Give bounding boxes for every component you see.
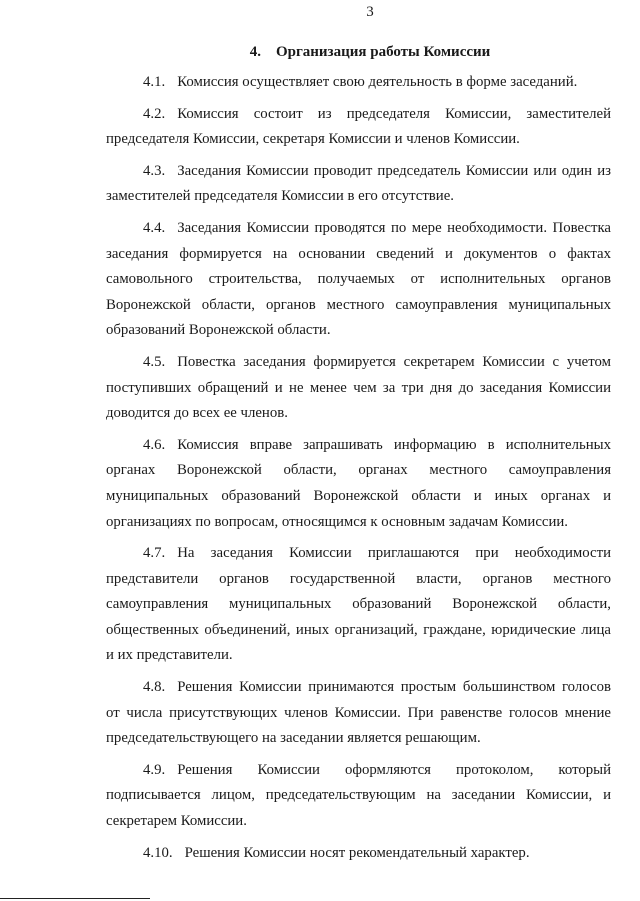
paragraph-number: 4.8. <box>143 679 166 696</box>
paragraph-4-2 <box>106 102 611 153</box>
section-body <box>106 70 611 872</box>
paragraph-4-4 <box>106 216 611 344</box>
paragraph-4-3 <box>106 159 611 210</box>
paragraph-text: Комиссия осуществляет свою деятельность в форме заседаний. <box>177 74 578 90</box>
section-title <box>0 44 640 61</box>
paragraph-text: Комиссия состоит из председателя Комиссии, заместителей председателя Комиссии, секретаря Комиссии и членов Комиссии. <box>106 105 611 148</box>
section-number: 4. <box>249 44 261 60</box>
paragraph-4-8 <box>106 675 611 752</box>
paragraph-4-1 <box>106 70 611 96</box>
footnote-divider <box>0 898 150 899</box>
paragraph-number: 4.9. <box>143 761 166 778</box>
paragraph-4-5 <box>106 350 611 427</box>
paragraph-number: 4.3. <box>143 162 166 179</box>
page-number: 3 <box>366 4 374 20</box>
paragraph-number: 4.4. <box>143 219 166 236</box>
paragraph-4-6 <box>106 433 611 535</box>
paragraph-text: Решения Комиссии принимаются простым большинством голосов от числа присутствующих членов Комиссии. При равенстве голосов мнение председательствующего на заседании является решающим. <box>106 679 611 747</box>
paragraph-text: Заседания Комиссии проводит председатель Комиссии или один из заместителей председателя Комиссии в его отсутствие. <box>106 162 611 205</box>
paragraph-number: 4.5. <box>143 353 166 370</box>
paragraph-4-7 <box>106 541 611 669</box>
paragraph-4-10 <box>106 841 611 867</box>
paragraph-4-9 <box>106 758 611 835</box>
paragraph-number: 4.2. <box>143 105 166 122</box>
section-title-text: Организация работы Комиссии <box>275 44 491 60</box>
paragraph-text: Заседания Комиссии проводятся по мере необходимости. Повестка заседания формируется на основании сведений и документов о фактах самовольного строительства, получаемых от исполнительных органов Воронежской области, органов местного самоуправления муниципальных образований Воронежской области. <box>106 219 611 339</box>
paragraph-number: 4.1. <box>143 74 166 90</box>
paragraph-text: Повестка заседания формируется секретарем Комиссии с учетом поступивших обращений и не менее чем за три дня до заседания Комиссии доводится до всех ее членов. <box>106 353 611 422</box>
paragraph-number: 4.6. <box>143 436 166 453</box>
paragraph-text: Комиссия вправе запрашивать информацию в исполнительных органах Воронежской области, органах местного самоуправления муниципальных образований Воронежской области и иных органах и организациях по вопросам, относящимся к основным задачам Комиссии. <box>106 436 611 530</box>
paragraph-number: 4.10. <box>143 844 173 861</box>
paragraph-text: Решения Комиссии носят рекомендательный характер. <box>184 844 530 861</box>
paragraph-number: 4.7. <box>143 545 166 562</box>
paragraph-text: Решения Комиссии оформляются протоколом, который подписывается лицом, председательствующим на заседании Комиссии, и секретарем Комиссии. <box>106 761 611 830</box>
paragraph-text: На заседания Комиссии приглашаются при необходимости представители органов государственной власти, органов местного самоуправления муниципальных образований Воронежской области, общественных объединений, иных организаций, граждане, юридические лица и их представители. <box>106 545 611 664</box>
